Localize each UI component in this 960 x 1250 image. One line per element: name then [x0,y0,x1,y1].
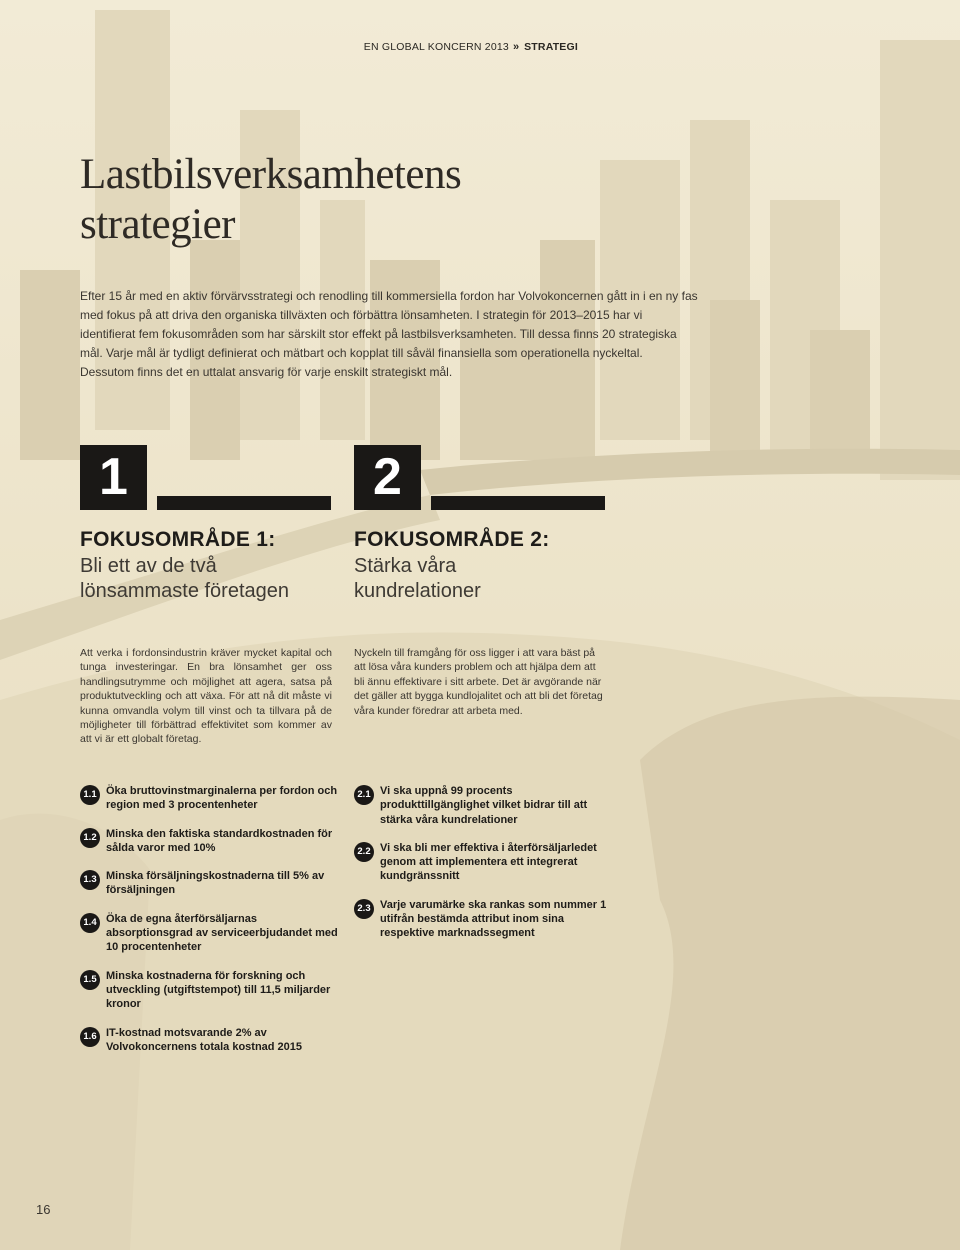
goal-item [80,784,340,813]
goal-text: Öka bruttovinstmarginalerna per fordon och region med 3 procentenheter [106,785,338,812]
page-title [80,150,461,250]
goal-item [80,912,340,955]
focus-number-box: 2 [354,445,421,510]
focus-name-line-1: Bli ett av de två [80,555,217,577]
page-title-line-2: strategier [80,201,235,248]
goal-number-badge: 1.4 [80,913,100,933]
focus-divider-bar [157,496,331,510]
goal-text: Öka de egna återförsäljarnas absorptionsgrad av serviceerbjudandet med 10 procentenheter [106,912,338,954]
goal-item [354,784,614,827]
goal-text: Varje varumärke ska rankas som nummer 1 utifrån bestämda attribut inom sina respektive marknadssegment [380,898,607,940]
goal-number-badge: 2.1 [354,785,374,805]
focus-description: Nyckeln till framgång för oss ligger i att vara bäst på att lösa våra kunders problem och att hjälpa dem att bli ännu effektivare i sitt arbete. Det är avgörande när det gäller att bygga kundlojalitet och att bli det företag våra kunder föredrar att arbeta med. [354,647,603,717]
goal-number-badge: 1.6 [80,1027,100,1047]
goal-item [354,898,614,941]
focus-name-line-1: Stärka våra [354,555,457,577]
focus-divider-bar [431,496,605,510]
goal-item [80,869,340,898]
page-title-line-1: Lastbilsverksamhetens [80,151,462,198]
focus-label: FOKUSOMRÅDE 2: [354,528,550,551]
intro-paragraph: Efter 15 år med en aktiv förvärvsstrategi och renodling till kommersiella fordon har Volvokoncernen gått in i en ny fas med fokus på att driva den organiska tillväxten och förbättra lönsamheten. I strategin för 2013–2015 har vi identifierat fem fokusområden som har särskilt stor effekt på lastbilsverksamheten. Till dessa finns 20 strategiska mål. Varje mål är tydligt definierat och mätbart och kopplat till såväl finansiella som operationella nyckeltal. Dessutom finns det en uttalat ansvarig för varje enskilt strategiskt mål. [80,289,698,379]
goal-number-badge: 1.2 [80,828,100,848]
focus-name [80,554,340,604]
focus-number-box: 1 [80,445,147,510]
goal-item [80,827,340,856]
running-header [364,41,578,53]
goal-item [80,1026,340,1055]
section-title: STRATEGI [524,41,578,53]
goals-list-2 [354,784,614,955]
focus-area-1 [80,445,340,747]
goal-number-badge: 2.3 [354,899,374,919]
page-number: 16 [36,1202,51,1217]
goal-item [354,841,614,884]
publication-title: EN GLOBAL KONCERN 2013 [363,41,509,53]
focus-name-line-2: lönsammaste företagen [80,580,290,602]
focus-area-2 [354,445,614,718]
double-chevron-right-icon: » [512,41,518,53]
goal-text: IT-kostnad motsvarande 2% av Volvokoncernens totala kostnad 2015 [106,1026,303,1053]
goal-item [80,969,340,1012]
goal-text: Vi ska bli mer effektiva i återförsäljarledet genom att implementera ett integrerat kundgränssnitt [380,841,597,883]
goal-text: Minska försäljningskostnaderna till 5% av försäljningen [106,870,325,897]
goal-number-badge: 2.2 [354,842,374,862]
goal-text: Minska den faktiska standardkostnaden för sålda varor med 10% [106,827,333,854]
goal-text: Vi ska uppnå 99 procents produkttillgänglighet vilket bidrar till att stärka våra kundrelationer [380,785,588,826]
focus-description: Att verka i fordonsindustrin kräver mycket kapital och tunga investeringar. En bra lönsamhet ger oss handlingsutrymme och möjlighet att agera, satsa på produktutveckling och att växa. För att nå dit måste vi kunna omvandla volym till vinst och ta tillvara på de möjligheter till förbättrad effektivitet som kommer av att vi är ett globalt företag. [80,647,332,746]
goal-number-badge: 1.3 [80,870,100,890]
focus-label: FOKUSOMRÅDE 1: [80,528,276,551]
goal-text: Minska kostnaderna för forskning och utveckling (utgiftstempot) till 11,5 miljarder kronor [106,969,331,1011]
focus-name [354,554,614,604]
goals-list-1 [80,784,340,1068]
goal-number-badge: 1.1 [80,785,100,805]
focus-name-line-2: kundrelationer [354,580,481,602]
goal-number-badge: 1.5 [80,970,100,990]
